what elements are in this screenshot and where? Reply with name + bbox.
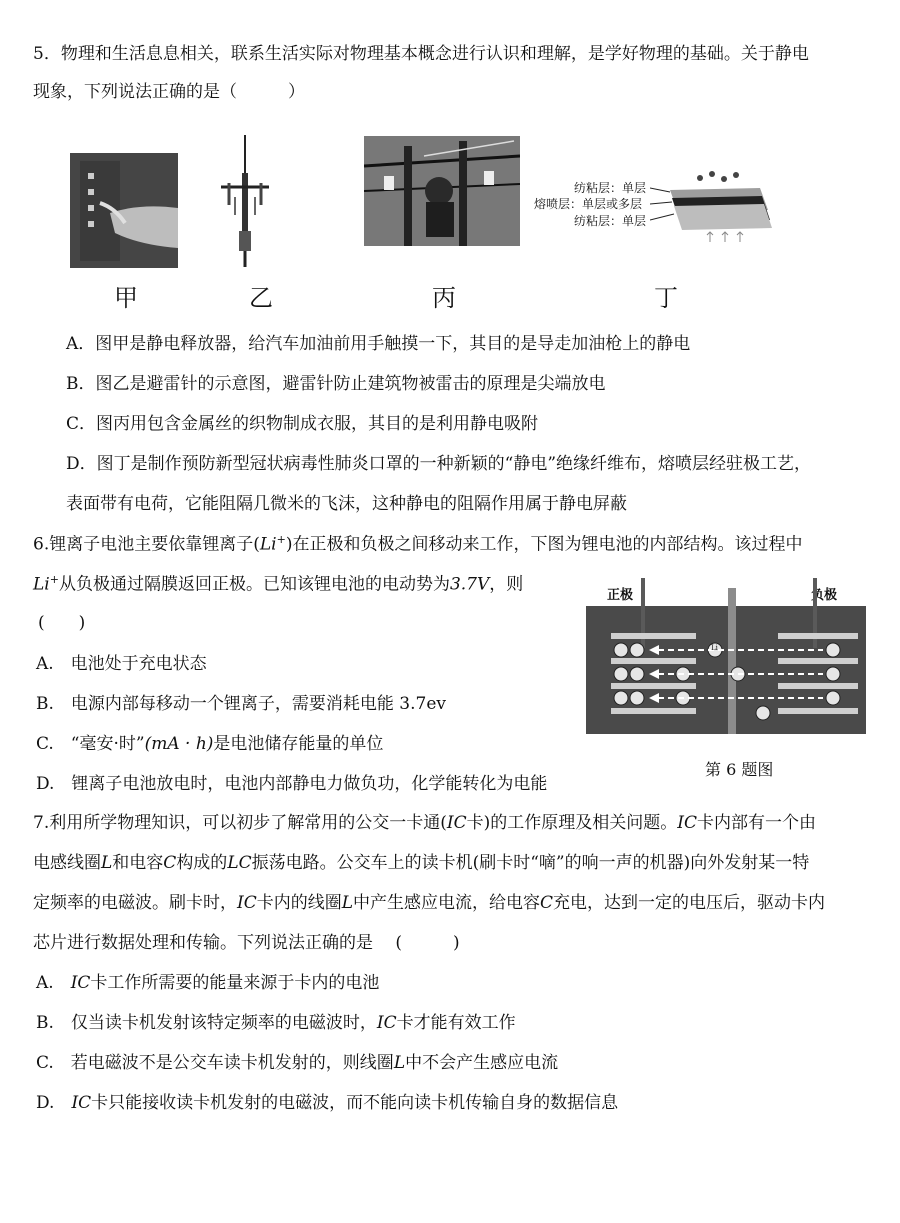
- mask-label-bottom: 纺粘层：单层: [574, 214, 647, 228]
- lithium-ion-label: Li: [711, 644, 718, 652]
- q6-option-b: B. 电源内部每移动一个锂离子，需要消耗电能 3.7ev: [36, 694, 446, 714]
- q6-option-c: C. “毫安·时”(mA · h)是电池储存能量的单位: [36, 734, 384, 754]
- negative-electrode-label: 负极: [811, 588, 838, 603]
- q7-option-a: A. IC卡工作所需要的能量来源于卡内的电池: [36, 973, 380, 993]
- q5-option-d-line2: 表面带有电荷，它能阻隔几微米的飞沫，这种静电的阻隔作用属于静电屏蔽: [66, 494, 627, 514]
- q5-stem-line1: 5．物理和生活息息相关，联系生活实际对物理基本概念进行认识和理解，是学好物理的基础。关于静电: [33, 44, 809, 64]
- caption-bing: 丙: [432, 284, 456, 312]
- q7-stem-line2: 电感线圈L和电容C构成的LC振荡电路。公交车上的读卡机(刷卡时“嘀”的响一声的机器)向外发射某一特: [33, 853, 810, 873]
- q6-stem-line2: Li+从负极通过隔膜返回正极。已知该锂电池的电动势为3.7V，则: [33, 573, 524, 595]
- q5-option-d-line1: D．图丁是制作预防新型冠状病毒性肺炎口罩的一种新颖的“静电”绝缘纤维布，熔喷层经驻极工艺，: [66, 454, 812, 474]
- q5-option-b: B．图乙是避雷针的示意图，避雷针防止建筑物被雷击的原理是尖端放电: [66, 374, 606, 394]
- mask-label-top: 纺粘层：单层: [574, 181, 647, 195]
- q5-option-c: C．图丙用包含金属丝的织物制成衣服，其目的是利用静电吸附: [66, 414, 539, 434]
- q6-stem-line1: 6.锂离子电池主要依靠锂离子(Li+)在正极和负极之间移动来工作，下图为锂电池的内部结构。该过程中: [33, 533, 803, 555]
- q5-option-a: A．图甲是静电释放器，给汽车加油前用手触摸一下，其目的是导走加油枪上的静电: [66, 334, 691, 354]
- q7-stem-line3: 定频率的电磁波。刷卡时，IC卡内的线圈L中产生感应电流，给电容C充电，达到一定的电压后，驱动卡内: [33, 893, 826, 913]
- figure-6-caption: 第 6 题图: [705, 760, 774, 779]
- q5-stem-line2: 现象，下列说法正确的是（ ）: [33, 82, 305, 102]
- q7-option-d: D. IC卡只能接收读卡机发射的电磁波，而不能向读卡机传输自身的数据信息: [36, 1093, 619, 1113]
- q7-stem-line4: 芯片进行数据处理和传输。下列说法正确的是 ( ): [33, 933, 460, 953]
- figure-6-battery: [583, 578, 868, 738]
- q7-stem-line1: 7.利用所学物理知识，可以初步了解常用的公交一卡通(IC卡)的工作原理及相关问题。IC卡内部有一个由: [33, 813, 816, 833]
- q6-answer-paren: ( ): [38, 613, 86, 633]
- q7-option-c: C. 若电磁波不是公交车读卡机发射的，则线圈L中不会产生感应电流: [36, 1053, 559, 1073]
- q6-option-d: D. 锂离子电池放电时，电池内部静电力做负功，化学能转化为电能: [36, 774, 548, 794]
- figure-ding-mask-layers: [530, 170, 780, 250]
- caption-yi: 乙: [249, 284, 273, 312]
- caption-ding: 丁: [654, 284, 678, 312]
- figure-jia-static-discharger: [70, 153, 178, 268]
- q7-option-b: B. 仅当读卡机发射该特定频率的电磁波时，IC卡才能有效工作: [36, 1013, 516, 1033]
- figure-yi-lightning-rod: [215, 135, 275, 270]
- figure-bing-lineman: [364, 136, 520, 246]
- positive-electrode-label: 正极: [607, 588, 634, 603]
- q6-option-a: A. 电池处于充电状态: [36, 654, 207, 674]
- mask-label-middle: 熔喷层：单层或多层: [534, 197, 643, 211]
- caption-jia: 甲: [114, 284, 138, 312]
